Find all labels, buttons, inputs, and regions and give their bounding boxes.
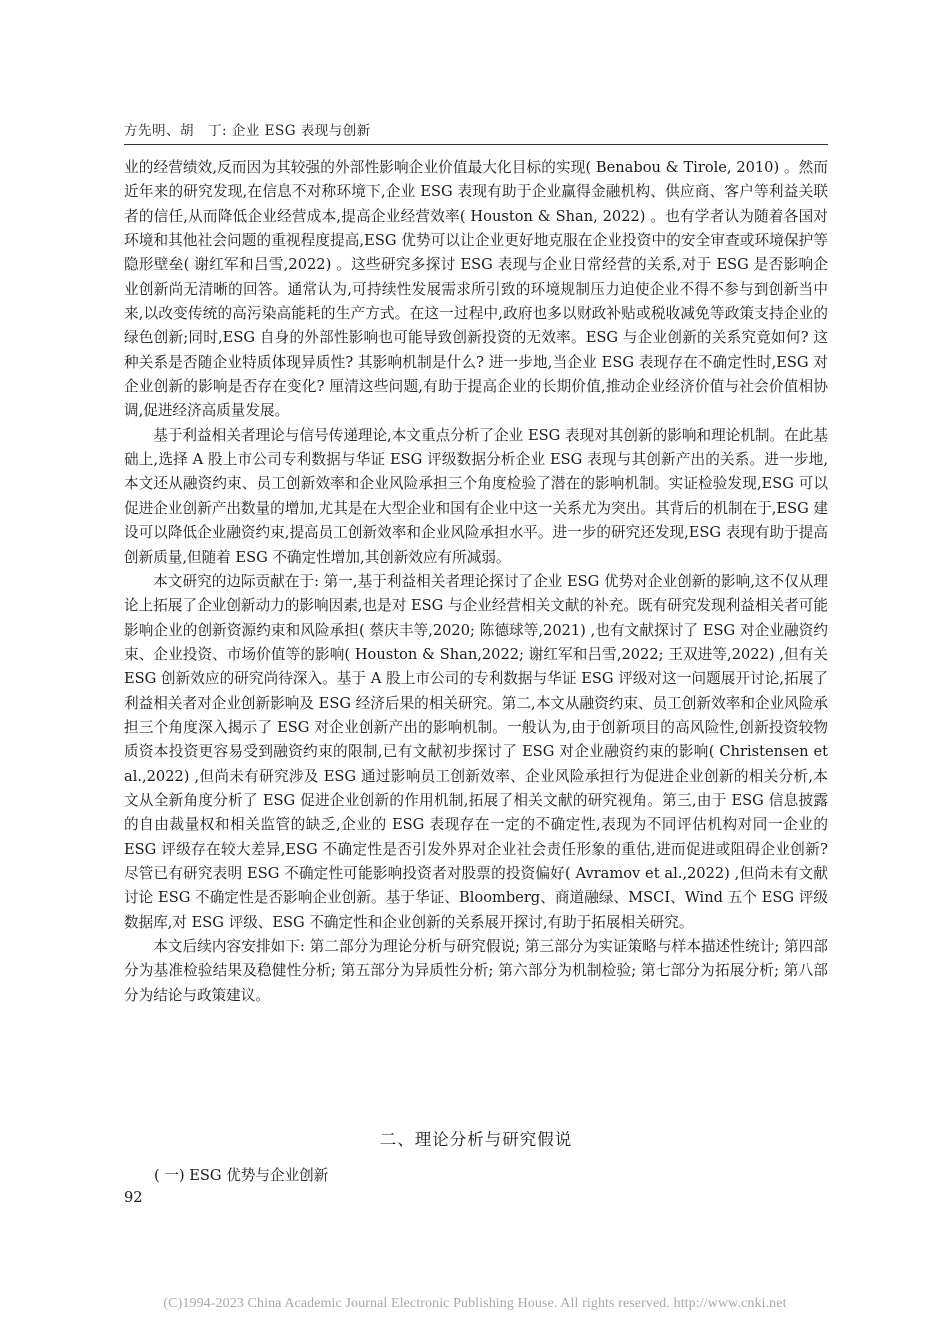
copyright-footer: (C)1994-2023 China Academic Journal Electronic Publishing House. All rights reserved. http://www.cnki.net: [163, 1296, 787, 1311]
running-header: 方先明、胡 丁: 企业 ESG 表现与创新: [124, 123, 371, 139]
paragraph-2: 基于利益相关者理论与信号传递理论,本文重点分析了企业 ESG 表现对其创新的影响和理论机制。在此基础上,选择 A 股上市公司专利数据与华证 ESG 评级数据分析企业 ESG 表现与其创新产出的关系。进一步地,本文还从融资约束、员工创新效率和企业风险承担三个角度检验了潜在的影响机制。实证检验发现,ESG 可以促进企业创新产出数量的增加,尤其是在大型企业和国有企业中这一关系尤为突出。其背后的机制在于,ESG 建设可以降低企业融资约束,提高员工创新效率和企业风险承担水平。进一步的研究还发现,ESG 表现有助于提高创新质量,但随着 ESG 不确定性增加,其创新效应有所减弱。: [124, 426, 828, 566]
body-text: [124, 156, 828, 1008]
header-rule: [124, 144, 828, 145]
subsection-title: ( 一) ESG 优势与企业创新: [154, 1167, 329, 1184]
page-number: 92: [124, 1189, 143, 1206]
paragraph-1: 业的经营绩效,反而因为其较强的外部性影响企业价值最大化目标的实现( Benabou & Tirole, 2010) 。然而近年来的研究发现,在信息不对称环境下,企业 ESG 表现有助于企业赢得金融机构、供应商、客户等利益关联者的信任,从而降低企业经营成本,提高企业经营效率( Houston & Shan, 2022) 。也有学者认为随着各国对环境和其他社会问题的重视程度提高,ESG 优势可以让企业更好地克服在企业投资中的安全审查或环境保护等隐形壁垒( 谢红军和吕雪,2022) 。这些研究多探讨 ESG 表现与企业日常经营的关系,对于 ESG 是否影响企业创新尚无清晰的回答。通常认为,可持续性发展需求所引致的环境规制压力迫使企业不得不参与到创新当中来,以改变传统的高污染高能耗的生产方式。在这一过程中,政府也多以财政补贴或税收减免等政策支持企业的绿色创新;同时,ESG 自身的外部性影响也可能导致创新投资的无效率。ESG 与企业创新的关系究竟如何? 这种关系是否随企业特质体现异质性? 其影响机制是什么? 进一步地,当企业 ESG 表现存在不确定性时,ESG 对企业创新的影响是否存在变化? 厘清这些问题,有助于提高企业的长期价值,推动企业经济价值与社会价值相协调,促进经济高质量发展。: [124, 159, 828, 420]
paragraph-4: 本文后续内容安排如下: 第二部分为理论分析与研究假说; 第三部分为实证策略与样本描述性统计; 第四部分为基准检验结果及稳健性分析; 第五部分为异质性分析; 第六部分为机制检验; 第七部分为拓展分析; 第八部分为结论与政策建议。: [124, 938, 828, 1004]
paragraph-3: 本文研究的边际贡献在于: 第一,基于利益相关者理论探讨了企业 ESG 优势对企业创新的影响,这不仅从理论上拓展了企业创新动力的影响因素,也是对 ESG 与企业经营相关文献的补充。既有研究发现利益相关者可能影响企业的创新资源约束和风险承担( 蔡庆丰等,2020; 陈德球等,2021) ,也有文献探讨了 ESG 对企业融资约束、企业投资、市场价值等的影响( Houston & Shan,2022; 谢红军和吕雪,2022; 王双进等,2022) ,但有关 ESG 创新效应的研究尚待深入。基于 A 股上市公司的专利数据与华证 ESG 评级对这一问题展开讨论,拓展了利益相关者对企业创新影响及 ESG 经济后果的相关研究。第二,本文从融资约束、员工创新效率和企业风险承担三个角度深入揭示了 ESG 对企业创新产出的影响机制。一般认为,由于创新项目的高风险性,创新投资较物质资本投资更容易受到融资约束的限制,已有文献初步探讨了 ESG 对企业融资约束的影响( Christensen et al.,2022) ,但尚未有研究涉及 ESG 通过影响员工创新效率、企业风险承担行为促进企业创新的相关分析,本文从全新角度分析了 ESG 促进企业创新的作用机制,拓展了相关文献的研究视角。第三,由于 ESG 信息披露的自由裁量权和相关监管的缺乏,企业的 ESG 表现存在一定的不确定性,表现为不同评估机构对同一企业的 ESG 评级存在较大差异,ESG 不确定性是否引发外界对企业社会责任形象的重估,进而促进或阻碍企业创新? 尽管已有研究表明 ESG 不确定性可能影响投资者对股票的投资偏好( Avramov et al.,2022) ,但尚未有文献讨论 ESG 不确定性是否影响企业创新。基于华证、Bloomberg、商道融绿、MSCI、Wind 五个 ESG 评级数据库,对 ESG 评级、ESG 不确定性和企业创新的关系展开探讨,有助于拓展相关研究。: [124, 572, 828, 931]
section-title: 二、理论分析与研究假说: [379, 1130, 573, 1149]
